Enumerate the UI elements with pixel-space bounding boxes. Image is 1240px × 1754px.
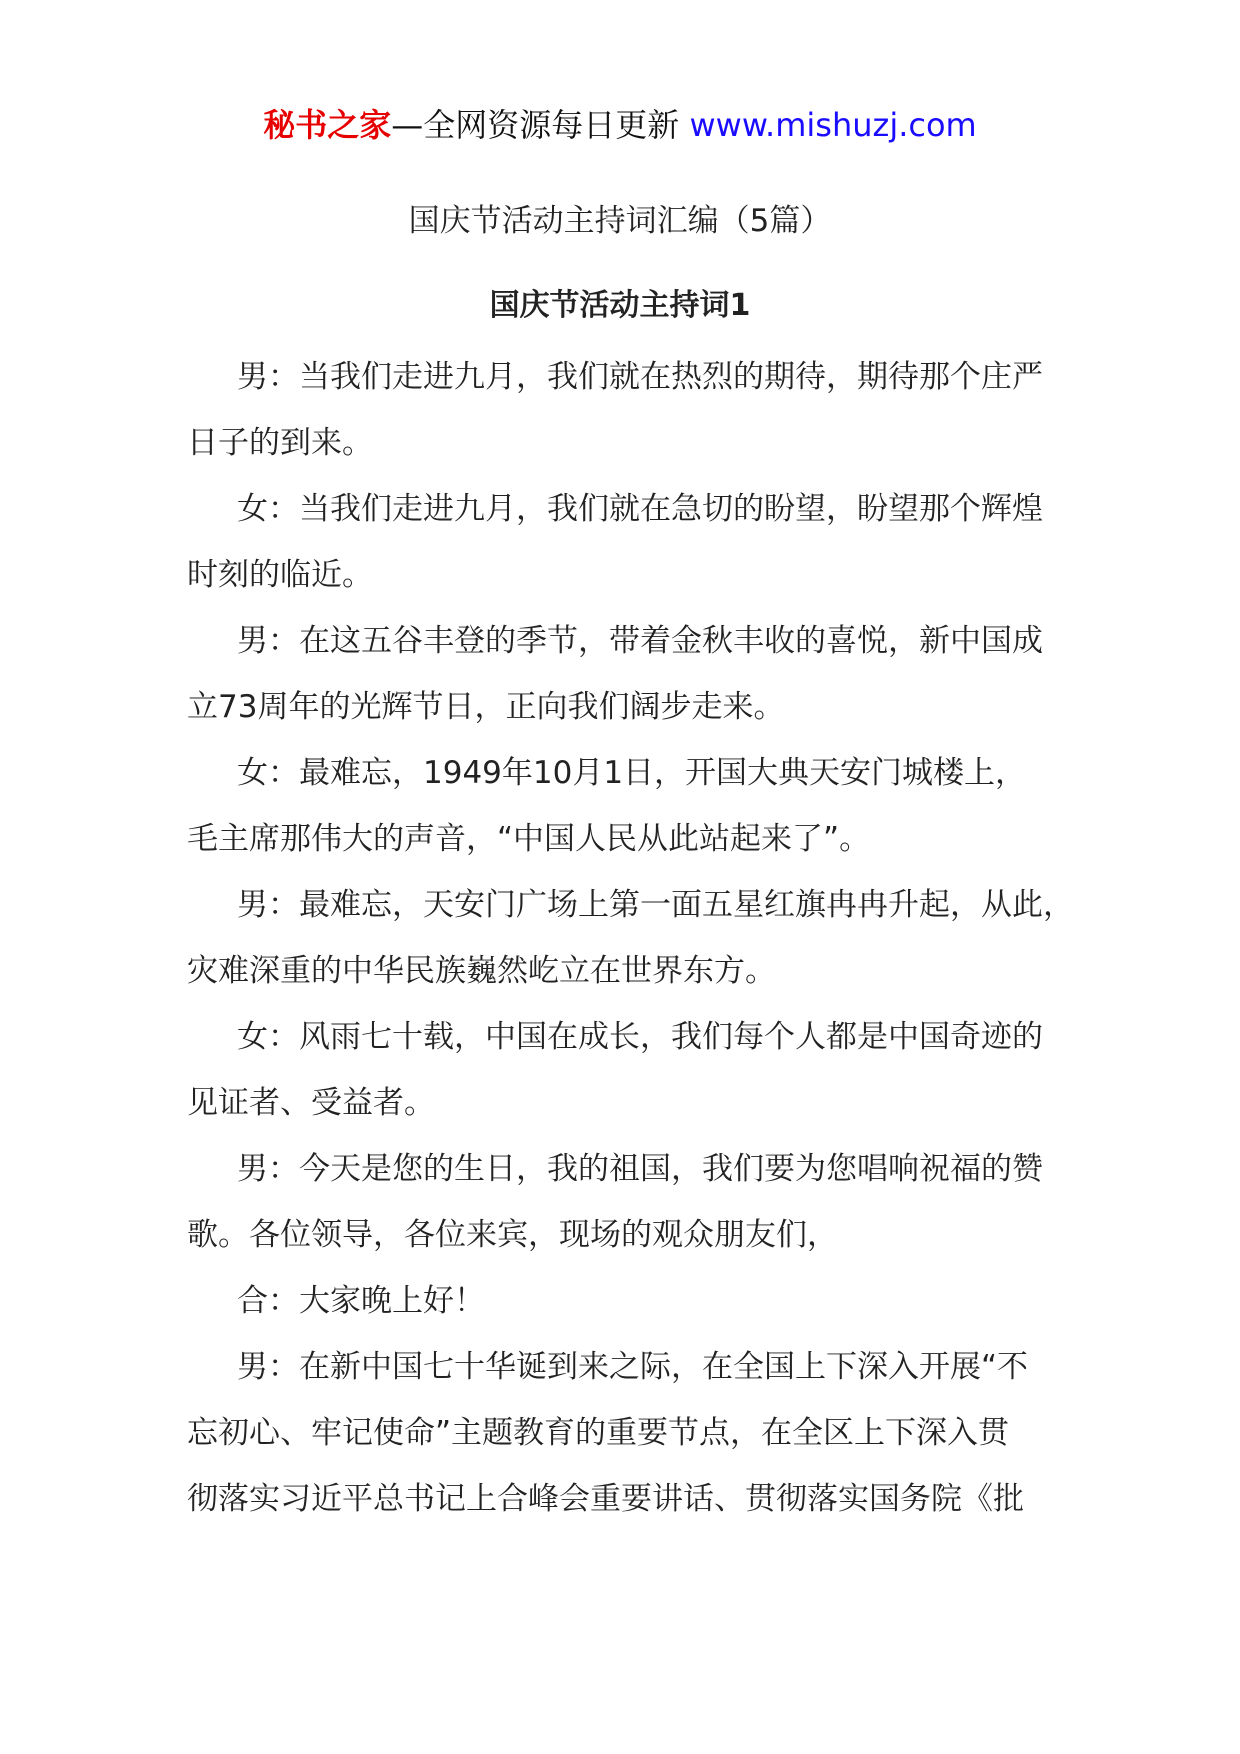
paragraph-line: 彻落实习近平总书记上合峰会重要讲话、贯彻落实国务院《批 xyxy=(187,1481,1024,1517)
document-title: 国庆节活动主持词汇编（5篇） xyxy=(408,203,832,239)
paragraph-line: 见证者、受益者。 xyxy=(187,1085,435,1121)
paragraph-line: 合：大家晚上好！ xyxy=(237,1283,485,1319)
site-tagline: —全网资源每日更新 xyxy=(391,106,690,144)
section-heading: 国庆节活动主持词1 xyxy=(489,288,751,323)
paragraph-line: 日子的到来。 xyxy=(187,425,373,461)
paragraph-line: 男：当我们走进九月，我们就在热烈的期待，期待那个庄严 xyxy=(237,359,1043,395)
paragraph-line: 立73周年的光辉节日，正向我们阔步走来。 xyxy=(187,689,785,725)
paragraph-line: 女：风雨七十载，中国在成长，我们每个人都是中国奇迹的 xyxy=(237,1019,1043,1055)
site-header xyxy=(0,100,1240,150)
site-brand: 秘书之家 xyxy=(263,106,392,144)
paragraph-line: 毛主席那伟大的声音，“中国人民从此站起来了”。 xyxy=(187,821,871,857)
paragraph-line: 男：在这五谷丰登的季节，带着金秋丰收的喜悦，新中国成 xyxy=(237,623,1043,659)
paragraph-line: 女：当我们走进九月，我们就在急切的盼望，盼望那个辉煌 xyxy=(237,491,1043,527)
paragraph-line: 时刻的临近。 xyxy=(187,557,373,593)
paragraph-line: 男：今天是您的生日，我的祖国，我们要为您唱响祝福的赞 xyxy=(237,1151,1043,1187)
paragraph-line: 灾难深重的中华民族巍然屹立在世界东方。 xyxy=(187,953,776,989)
paragraph-line: 男：最难忘，天安门广场上第一面五星红旗冉冉升起，从此， xyxy=(237,887,1074,923)
site-url-link[interactable]: www.mishuzj.com xyxy=(689,106,977,144)
document-body xyxy=(187,344,1077,1532)
paragraph-line: 男：在新中国七十华诞到来之际，在全国上下深入开展“不 xyxy=(237,1349,1029,1385)
paragraph-line: 歌。各位领导，各位来宾，现场的观众朋友们， xyxy=(187,1217,838,1253)
paragraph-line: 忘初心、牢记使命”主题教育的重要节点，在全区上下深入贯 xyxy=(187,1415,1010,1451)
paragraph-line: 女：最难忘，1949年10月1日，开国大典天安门城楼上， xyxy=(237,755,1027,791)
